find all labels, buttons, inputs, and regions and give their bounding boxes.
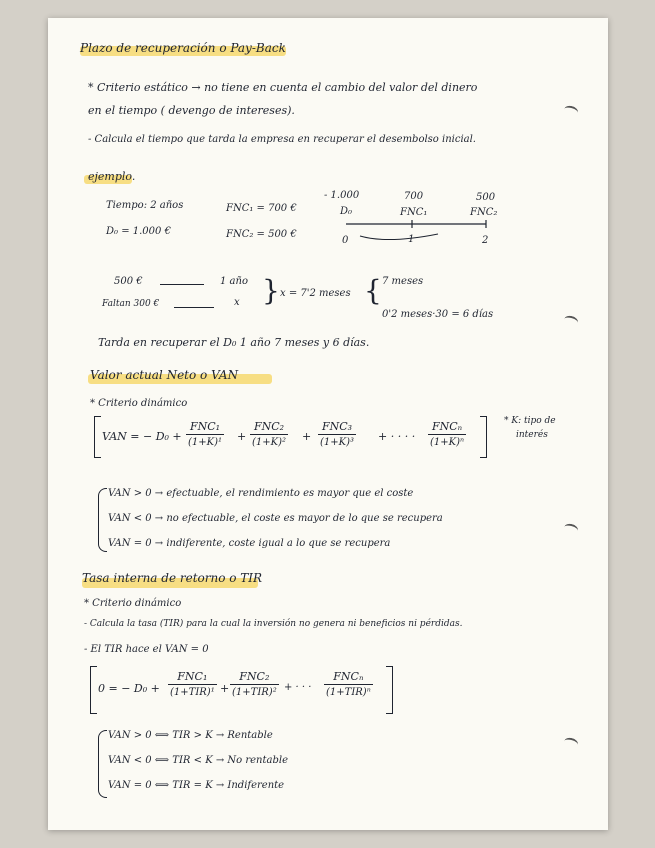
rule-row-2-result: x xyxy=(234,297,240,308)
tir-bracket-right xyxy=(386,666,393,714)
van-cases-brace xyxy=(98,488,107,552)
punch-hole xyxy=(563,314,579,327)
tir-case-zero: VAN = 0 ⟺ TIR = K → Indiferente xyxy=(108,780,285,791)
months-result: 7 meses xyxy=(382,276,424,287)
timeline-value-0: - 1.000 xyxy=(324,190,360,201)
rule-dash-2 xyxy=(174,307,214,308)
rule-row-1: 500 € xyxy=(114,276,143,287)
tir-criterion: * Criterio dinámico xyxy=(84,598,182,609)
example-fnc1: FNC₁ = 700 € xyxy=(226,203,297,214)
van-term-n: FNCₙ (1+K)ⁿ xyxy=(430,420,465,448)
tir-calc: - Calcula la tasa (TIR) para la cual la inversión no genera ni beneficios ni pérdidas. xyxy=(84,619,463,629)
rule-row-2: Faltan 300 € xyxy=(102,299,160,309)
van-note-interest: interés xyxy=(516,430,548,440)
tir-plus-1: + xyxy=(220,682,230,695)
van-lhs: VAN = − D₀ + xyxy=(102,430,182,443)
van-case-negative: VAN < 0 → no efectuable, el coste es mayor de lo que se recupera xyxy=(108,513,443,524)
example-d0: D₀ = 1.000 € xyxy=(106,226,171,237)
timeline-value-1: 700 xyxy=(404,191,424,202)
example-label: ejemplo. xyxy=(88,170,136,183)
days-result: 0'2 meses·30 = 6 días xyxy=(382,309,494,320)
split-brace: { xyxy=(364,274,382,307)
example-time: Tiempo: 2 años xyxy=(106,200,184,211)
rule-dash-1 xyxy=(160,284,204,285)
van-term-2: FNC₂ (1+K)² xyxy=(252,420,287,448)
tir-lhs: 0 = − D₀ + xyxy=(98,682,160,695)
van-note-k: * K: tipo de xyxy=(504,416,556,426)
section-title-van: Valor actual Neto o VAN xyxy=(90,368,239,382)
rule-brace: } xyxy=(262,274,280,307)
punch-hole xyxy=(563,736,579,749)
tir-bracket-left xyxy=(90,666,97,714)
van-criterion: * Criterio dinámico xyxy=(90,398,188,409)
tir-dots: + · · · xyxy=(284,682,312,693)
van-bracket-right xyxy=(480,416,487,458)
tir-term-1: FNC₁ (1+TIR)¹ xyxy=(170,670,215,698)
timeline-label-0: D₀ xyxy=(340,206,353,217)
punch-hole xyxy=(563,522,579,535)
rule-result: x = 7'2 meses xyxy=(280,288,351,299)
timeline-label-2: FNC₂ xyxy=(470,207,498,218)
timeline-tick-0: 0 xyxy=(342,235,349,246)
timeline-diagram xyxy=(338,216,498,246)
tir-case-positive: VAN > 0 ⟺ TIR > K → Rentable xyxy=(108,730,273,741)
notebook-page xyxy=(48,18,608,830)
section-title-tir: Tasa interna de retorno o TIR xyxy=(82,571,263,585)
payback-criterion-2: en el tiempo ( devengo de intereses). xyxy=(88,104,295,117)
timeline-label-1: FNC₁ xyxy=(400,207,428,218)
van-dots: + · · · · xyxy=(378,430,416,443)
payback-conclusion: Tarda en recuperar el D₀ 1 año 7 meses y 6 días. xyxy=(98,336,370,349)
tir-case-negative: VAN < 0 ⟺ TIR < K → No rentable xyxy=(108,755,288,766)
van-plus-2: + xyxy=(302,430,312,443)
tir-term-2: FNC₂ (1+TIR)² xyxy=(232,670,277,698)
tir-cases-brace xyxy=(98,730,107,798)
section-title-payback: Plazo de recuperación o Pay-Back xyxy=(80,41,286,55)
payback-criterion: * Criterio estático → no tiene en cuenta el cambio del valor del dinero xyxy=(88,81,478,94)
timeline-tick-2: 2 xyxy=(482,235,489,246)
van-case-zero: VAN = 0 → indiferente, coste igual a lo que se recupera xyxy=(108,538,391,549)
van-plus-1: + xyxy=(237,430,247,443)
payback-calc: - Calcula el tiempo que tarda la empresa en recuperar el desembolso inicial. xyxy=(88,134,476,145)
van-term-1: FNC₁ (1+K)¹ xyxy=(188,420,223,448)
van-bracket-left xyxy=(94,416,101,458)
timeline-tick-1: 1 xyxy=(408,234,415,245)
punch-hole xyxy=(563,104,579,117)
example-fnc2: FNC₂ = 500 € xyxy=(226,229,297,240)
tir-van-zero: - El TIR hace el VAN = 0 xyxy=(84,644,209,655)
van-term-3: FNC₃ (1+K)³ xyxy=(320,420,355,448)
rule-row-1-result: 1 año xyxy=(220,276,248,287)
tir-term-n: FNCₙ (1+TIR)ⁿ xyxy=(326,670,371,698)
timeline-value-2: 500 xyxy=(476,192,496,203)
van-case-positive: VAN > 0 → efectuable, el rendimiento es mayor que el coste xyxy=(108,488,414,499)
